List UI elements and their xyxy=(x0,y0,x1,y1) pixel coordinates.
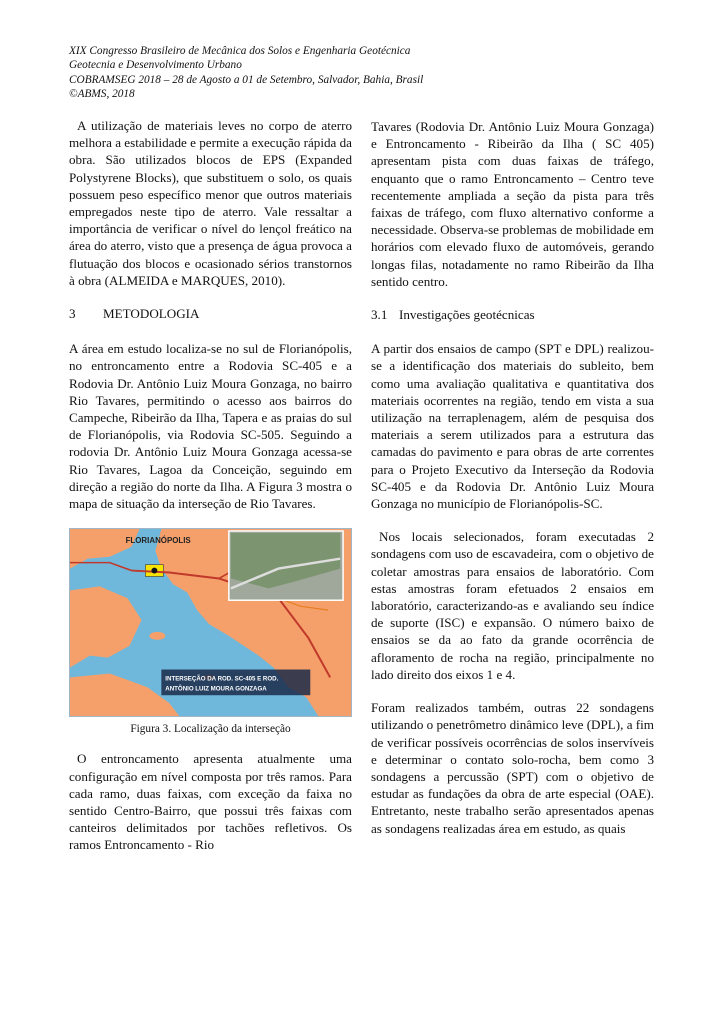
figure-caption: Figura 3. Localização da interseção xyxy=(130,723,291,736)
header-theme: Geotecnia e Desenvolvimento Urbano xyxy=(69,59,242,72)
figure-3 xyxy=(69,528,352,738)
right-column xyxy=(371,118,654,853)
header-conference: XIX Congresso Brasileiro de Mecânica dos Solos e Engenharia Geotécnica xyxy=(69,45,411,57)
section-number: 3 xyxy=(69,306,76,322)
location-map xyxy=(69,528,352,717)
map-inset-label-1: INTERSEÇÃO DA ROD. SC-405 E ROD. xyxy=(165,675,279,683)
header-event: COBRAMSEG 2018 – 28 de Agosto a 01 de Setembro, Salvador, Bahia, Brasil xyxy=(69,73,424,86)
left-column xyxy=(69,117,352,870)
paragraph-study-area: A área em estudo localiza-se no sul de Florianópolis, no entroncamento entre a Rodovia SC-405 e a Rodovia Dr. Antônio Luiz Moura Gonzaga, no bairro Rio Tavares, permitindo o acesso aos bairros do Campeche, Ribeirão da Ilha, Tapera e as praias do sul de Florianópolis, via Rodovia SC-505. Seguindo a rodovia Dr. Antônio Luiz Moura Gonzaga acessa-se Rio Tavares, Lagoa da Conceição, seguindo em direção a região do norte da Ilha. A Figura 3 mostra o mapa de situação da interseção de Rio Tavares. xyxy=(69,341,352,512)
header-copyright: ©ABMS, 2018 xyxy=(69,88,135,101)
paragraph-dpl-spt: Foram realizados também, outras 22 sondagens utilizando o penetrômetro dinâmico leve (DPL), a fim de verificar possíveis ocorrências de solos inservíveis e determinar o contato solo-rocha, bem como 3 sondagens a percussão (SPT) com o objetivo de estudar as fundações da obra de arte especial (OAE). Entretanto, neste trabalho serão apresentados apenas as sondagens realizadas área em estudo, as quais xyxy=(371,700,654,836)
paragraph-sample-sites: Nos locais selecionados, foram executadas 2 sondagens com uso de escavadeira, com o objetivo de coletar amostras para ensaios de laboratório. Com estas amostras foram efetuados 2 ensaios em laboratório, caracterizando-as e avaliando seu índice de suporte (ISC) e expansão. O número baixo de ensaios se da ao fato da grande ocorrência de afloramento de rocha na região, principalmente no lado direito dos eixos 1 e 4. xyxy=(371,529,654,682)
section-title: METODOLOGIA xyxy=(103,306,200,322)
map-city-label: FLORIANÓPOLIS xyxy=(125,536,191,546)
map-islet xyxy=(149,632,165,640)
page-header xyxy=(69,44,669,102)
subsection-heading-investigacoes xyxy=(371,306,654,323)
map-inset-label-2: ANTÔNIO LUIZ MOURA GONZAGA xyxy=(165,685,267,693)
paragraph-traffic: Tavares (Rodovia Dr. Antônio Luiz Moura Gonzaga) e Entroncamento - Ribeirão da Ilha ( SC 405) apresentam pista com duas faixas de tráfego, enquanto que o ramo Entroncamento – Centro teve recentemente ampliada a seção da pista para três faixas de tráfego, com fluxo alternativo conforme a necessidade. Observa-se problemas de mobilidade em horários com elevado fluxo de automóveis, gerando longas filas, notadamente no ramo Ribeirão da Ilha sentido centro. xyxy=(371,119,654,289)
paragraph-junction: O entroncamento apresenta atualmente uma configuração em nível composta por três ramos. Para cada ramo, duas faixas, com exceção da faixa no sentido Centro-Bairro, que possui três faixas com canteiros delimitados por tachões refletivos. Os ramos Entroncamento - Rio xyxy=(69,751,352,853)
subsection-number: 3.1 xyxy=(371,307,388,323)
paragraph-eps: A utilização de materiais leves no corpo de aterro melhora a estabilidade e permite a execução rápida da obra. São utilizados blocos de EPS (Expanded Polystyrene Blocks), que substituem o solo, os quais possuem peso específico menor que outros materiais empregados neste tipo de aterro. Vale ressaltar a importância de verificar o nível do lençol freático na área do aterro, visto que a presença de água provoca a flutuação dos blocos e ocasionado sérios transtornos à obra (ALMEIDA e MARQUES, 2010). xyxy=(69,118,352,288)
paragraph-field-tests: A partir dos ensaios de campo (SPT e DPL) realizou-se a identificação dos materiais do subleito, bem como uma avaliação qualitativa e quantitativa dos materiais ocorrentes na região, tendo em vista a sua utilização na terraplenagem, além de pesquisa dos materiais a serem utilizados para a estrutura das camadas do pavimento e para obras de arte correntes para o Projeto Executivo da Interseção da Rodovia SC-405 e da Rodovia Dr. Antônio Luiz Moura Gonzaga no município de Florianópolis-SC. xyxy=(371,341,654,512)
map-marker xyxy=(151,568,157,574)
subsection-title: Investigações geotécnicas xyxy=(399,307,535,323)
section-heading-metodologia xyxy=(69,305,352,322)
